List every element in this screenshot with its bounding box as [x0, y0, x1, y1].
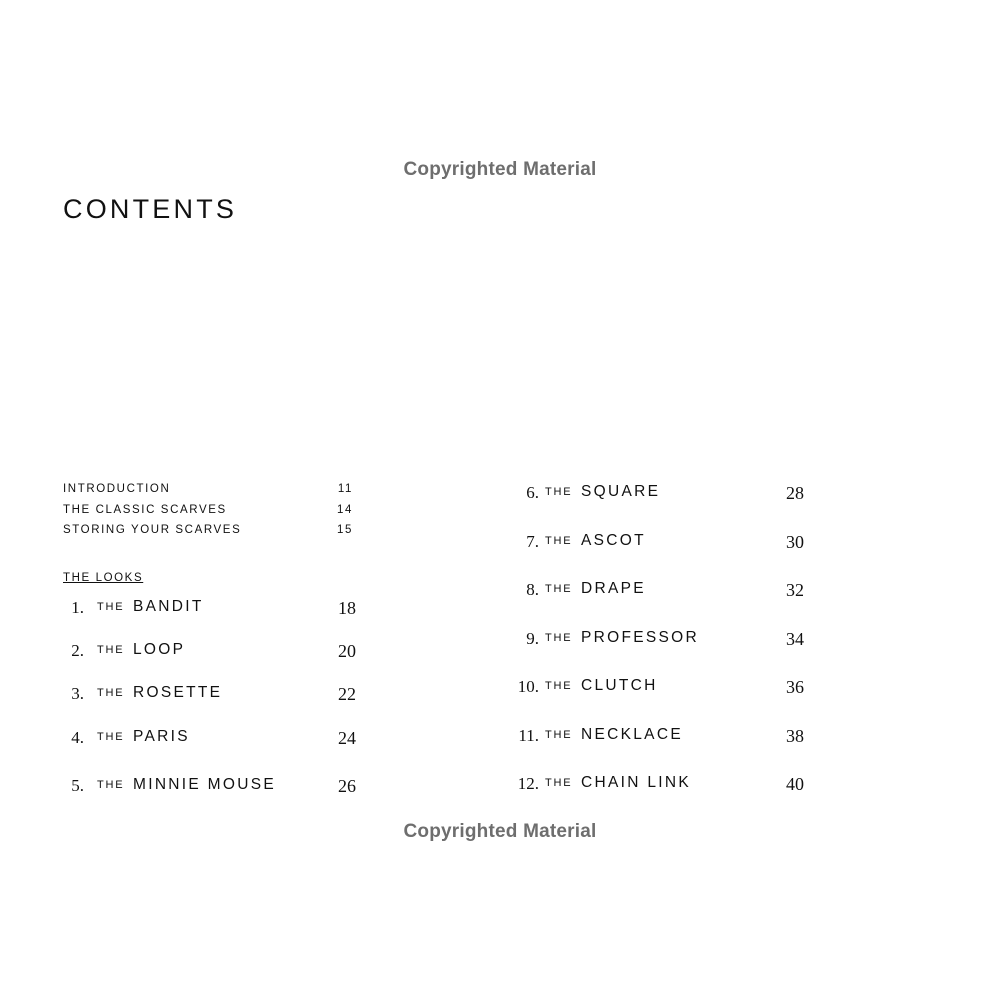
look-name: CHAIN LINK: [581, 774, 691, 791]
look-number: 2.: [71, 641, 84, 660]
look-name: SQUARE: [581, 483, 661, 500]
look-number: 7.: [526, 532, 539, 551]
toc-entry-label: STORING YOUR SCARVES: [63, 524, 242, 536]
look-number: 11.: [518, 726, 539, 745]
look-name: MINNIE MOUSE: [133, 776, 276, 793]
look-article: THE: [545, 583, 573, 595]
toc-entry-label: INTRODUCTION: [63, 483, 171, 495]
look-article: THE: [97, 644, 125, 656]
look-page: 32: [786, 580, 804, 600]
look-article: THE: [545, 486, 573, 498]
look-article: THE: [545, 632, 573, 644]
look-name: CLUTCH: [581, 677, 658, 694]
look-page: 22: [338, 684, 356, 704]
look-page: 24: [338, 728, 356, 748]
look-article: THE: [545, 729, 573, 741]
look-name: BANDIT: [133, 598, 204, 615]
look-article: THE: [97, 601, 125, 613]
toc-entry-page: 15: [337, 524, 353, 536]
look-article: THE: [545, 777, 573, 789]
look-number: 12.: [517, 774, 539, 793]
look-page: 40: [786, 774, 804, 794]
look-page: 36: [786, 677, 804, 697]
look-entry[interactable]: [497, 629, 804, 655]
copyright-watermark-bottom: Copyrighted Material: [403, 821, 597, 842]
look-entry[interactable]: [58, 776, 356, 802]
look-number: 1.: [71, 598, 84, 617]
look-page: 34: [786, 629, 804, 649]
look-page: 18: [338, 598, 356, 618]
toc-entry-classic-scarves[interactable]: [63, 504, 353, 524]
look-entry[interactable]: [497, 532, 804, 558]
look-number: 3.: [71, 684, 84, 703]
look-entry[interactable]: [58, 641, 356, 667]
look-article: THE: [97, 687, 125, 699]
look-entry[interactable]: [497, 774, 804, 800]
look-name: ROSETTE: [133, 684, 223, 701]
look-entry[interactable]: [497, 677, 804, 703]
look-name: LOOP: [133, 641, 186, 658]
look-page: 28: [786, 483, 804, 503]
look-page: 26: [338, 776, 356, 796]
look-article: THE: [97, 731, 125, 743]
page-title: CONTENTS: [63, 194, 238, 224]
toc-entry-label: THE CLASSIC SCARVES: [63, 504, 227, 516]
look-number: 8.: [526, 580, 539, 599]
section-heading-looks[interactable]: THE LOOKS: [63, 572, 144, 584]
look-number: 4.: [71, 728, 84, 747]
look-number: 6.: [526, 483, 539, 502]
toc-entry-introduction[interactable]: [63, 483, 353, 503]
look-name: ASCOT: [581, 532, 646, 549]
look-number: 5.: [71, 776, 84, 795]
look-name: NECKLACE: [581, 726, 683, 743]
toc-entry-page: 11: [337, 483, 353, 495]
look-entry[interactable]: [58, 728, 356, 754]
look-page: 20: [338, 641, 356, 661]
toc-entry-page: 14: [337, 504, 353, 516]
look-article: THE: [545, 680, 573, 692]
look-name: PARIS: [133, 728, 190, 745]
look-number: 10.: [517, 677, 539, 696]
look-entry[interactable]: [58, 684, 356, 710]
look-entry[interactable]: [497, 483, 804, 509]
look-entry[interactable]: [497, 726, 804, 752]
copyright-watermark-top: Copyrighted Material: [403, 159, 597, 180]
toc-entry-storing-scarves[interactable]: [63, 524, 353, 544]
look-page: 30: [786, 532, 804, 552]
look-article: THE: [545, 535, 573, 547]
look-name: PROFESSOR: [581, 629, 700, 646]
look-entry[interactable]: [58, 598, 356, 624]
look-number: 9.: [526, 629, 539, 648]
look-entry[interactable]: [497, 580, 804, 606]
look-page: 38: [786, 726, 804, 746]
look-article: THE: [97, 779, 125, 791]
look-name: DRAPE: [581, 580, 646, 597]
